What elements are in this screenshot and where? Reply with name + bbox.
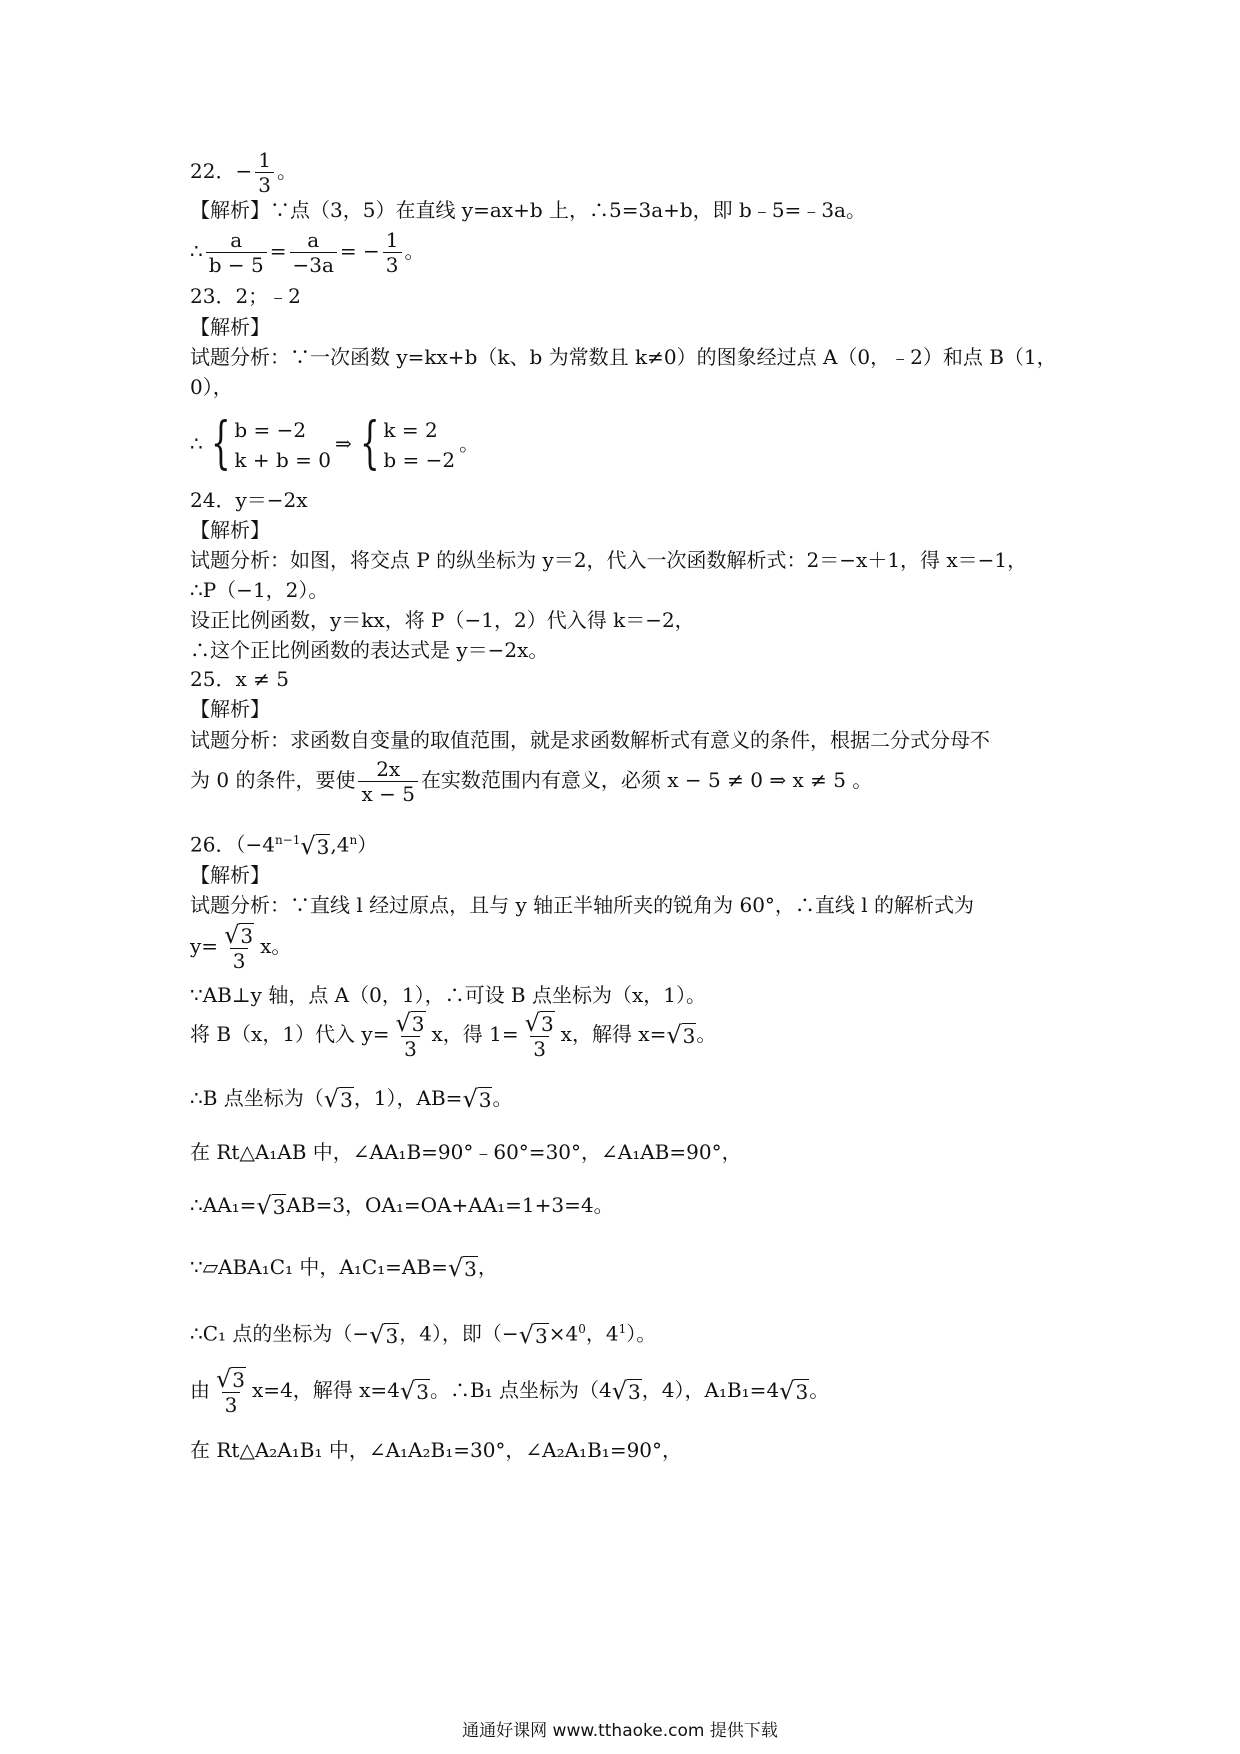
fraction: $\frac{2x}{x - 5}$ <box>358 757 417 806</box>
q26-tag: 【解析】 <box>190 863 270 887</box>
q26-line3: ∵AB⊥y 轴，点 A（0，1），∴可设 B 点坐标为（x，1）。 <box>190 983 706 1007</box>
q24-line3: 设正比例函数，y＝kx，将 P（−1，2）代入得 k＝−2， <box>190 608 695 632</box>
sqrt: √3 <box>666 1021 696 1049</box>
q26-answer: 26．$(-4^{n-1}√3,4^n)$ <box>190 831 378 860</box>
fraction: $\frac{√3}{3}$ <box>224 921 254 973</box>
q25-line2: 为 0 的条件，要使 $\frac{2x}{x - 5}$ 在实数范围内有意义，必须 x − 5 ≠ 0 ⇒ x ≠ 5 。 <box>190 757 873 806</box>
equation-system: { b = −2 k + b = 0 <box>210 411 331 476</box>
sqrt: √3 <box>256 1192 286 1220</box>
sqrt: √3 <box>300 831 330 860</box>
q26-line4: 将 B（x，1）代入 y= $\frac{√3}{3}$ x，得 1= $\frac{√3}{3}$ x，解得 x=√3。 <box>190 1009 717 1061</box>
fraction: $\frac{a}{b - 5}$ <box>206 228 267 277</box>
q22-answer: 22．− $\frac{1}{3}$ 。 <box>190 148 297 197</box>
q26-line1: 试题分析：∵直线 l 经过原点，且与 y 轴正半轴所夹的锐角为 60°，∴直线 l 的解析式为 <box>190 893 975 917</box>
sqrt: √3 <box>399 1377 429 1405</box>
q26-line10: 由 $\frac{√3}{3}$ x=4，解得 x=4√3。∴B₁ 点坐标为（4√3，4），A₁B₁=4√3。 <box>190 1365 830 1417</box>
sqrt: √3 <box>323 1085 353 1113</box>
q23-answer: 23．2；﹣2 <box>190 284 301 308</box>
q26-line7: ∴AA₁=√3AB=3，OA₁=OA+AA₁=1+3=4。 <box>190 1192 614 1220</box>
sqrt: √3 <box>369 1320 399 1349</box>
fraction: $\frac{√3}{3}$ <box>524 1009 554 1061</box>
q26-line9: ∴C₁ 点的坐标为（−√3，4），即（$-√3\times 4^0$，$4^1$）。 <box>190 1320 657 1349</box>
fraction: $\frac{1}{3}$ <box>383 228 402 277</box>
q23-tag: 【解析】 <box>190 315 270 339</box>
sqrt: √3 <box>611 1377 641 1405</box>
equation-system: { k = 2 b = −2 <box>359 411 456 476</box>
q26-line2: y= $\frac{√3}{3}$ x。 <box>190 921 292 973</box>
page-footer: 通通好课网 www.tthaoke.com 提供下载 <box>462 1721 778 1741</box>
q22-analysis: 【解析】∵点（3，5）在直线 y=ax+b 上，∴5=3a+b，即 b﹣5=﹣3a。 <box>190 198 866 222</box>
fraction: $\frac{a}{-3a}$ <box>290 228 337 277</box>
q26-line6: 在 Rt△A₁AB 中，∠AA₁B=90°﹣60°=30°，∠A₁AB=90°， <box>190 1140 742 1164</box>
q25-line1: 试题分析：求函数自变量的取值范围，就是求函数解析式有意义的条件，根据二分式分母不 <box>190 728 990 752</box>
q24-line2: ∴P（−1，2）。 <box>190 578 329 602</box>
q24-answer: 24．y＝−2x <box>190 488 308 512</box>
q25-answer: 25．x ≠ 5 <box>190 667 289 691</box>
fraction: $\frac{1}{3}$ <box>255 148 274 197</box>
q24-tag: 【解析】 <box>190 518 270 542</box>
q23-line1: 试题分析：∵一次函数 y=kx+b（k、b 为常数且 k≠0）的图象经过点 A（0，﹣2）和点 B（1， <box>190 345 1057 369</box>
q26-line11: 在 Rt△A₂A₁B₁ 中，∠A₁A₂B₁=30°，∠A₂A₁B₁=90°， <box>190 1438 683 1462</box>
q26-line5: ∴B 点坐标为（√3，1），AB=√3。 <box>190 1085 513 1113</box>
q25-tag: 【解析】 <box>190 697 270 721</box>
sqrt: √3 <box>447 1254 477 1282</box>
q26-line8: ∵▱ABA₁C₁ 中，A₁C₁=AB=√3， <box>190 1254 498 1282</box>
q23-line2: 0）， <box>190 375 233 399</box>
fraction: $\frac{√3}{3}$ <box>395 1009 425 1061</box>
q23-system: ∴ { b = −2 k + b = 0 ⇒ { k = 2 b = −2 。 <box>190 411 480 476</box>
fraction: $\frac{√3}{3}$ <box>216 1365 246 1417</box>
q24-line4: ∴这个正比例函数的表达式是 y＝−2x。 <box>190 638 549 662</box>
sqrt: √3 <box>518 1320 548 1349</box>
q22-equation: ∴ $\frac{a}{b - 5}$ = $\frac{a}{-3a}$ = − $\frac{1}{3}$ 。 <box>190 228 425 277</box>
q24-line1: 试题分析：如图，将交点 P 的纵坐标为 y＝2，代入一次函数解析式：2＝−x＋1，得 x＝−1， <box>190 548 1028 572</box>
sqrt: √3 <box>779 1377 809 1405</box>
sqrt: √3 <box>462 1085 492 1113</box>
